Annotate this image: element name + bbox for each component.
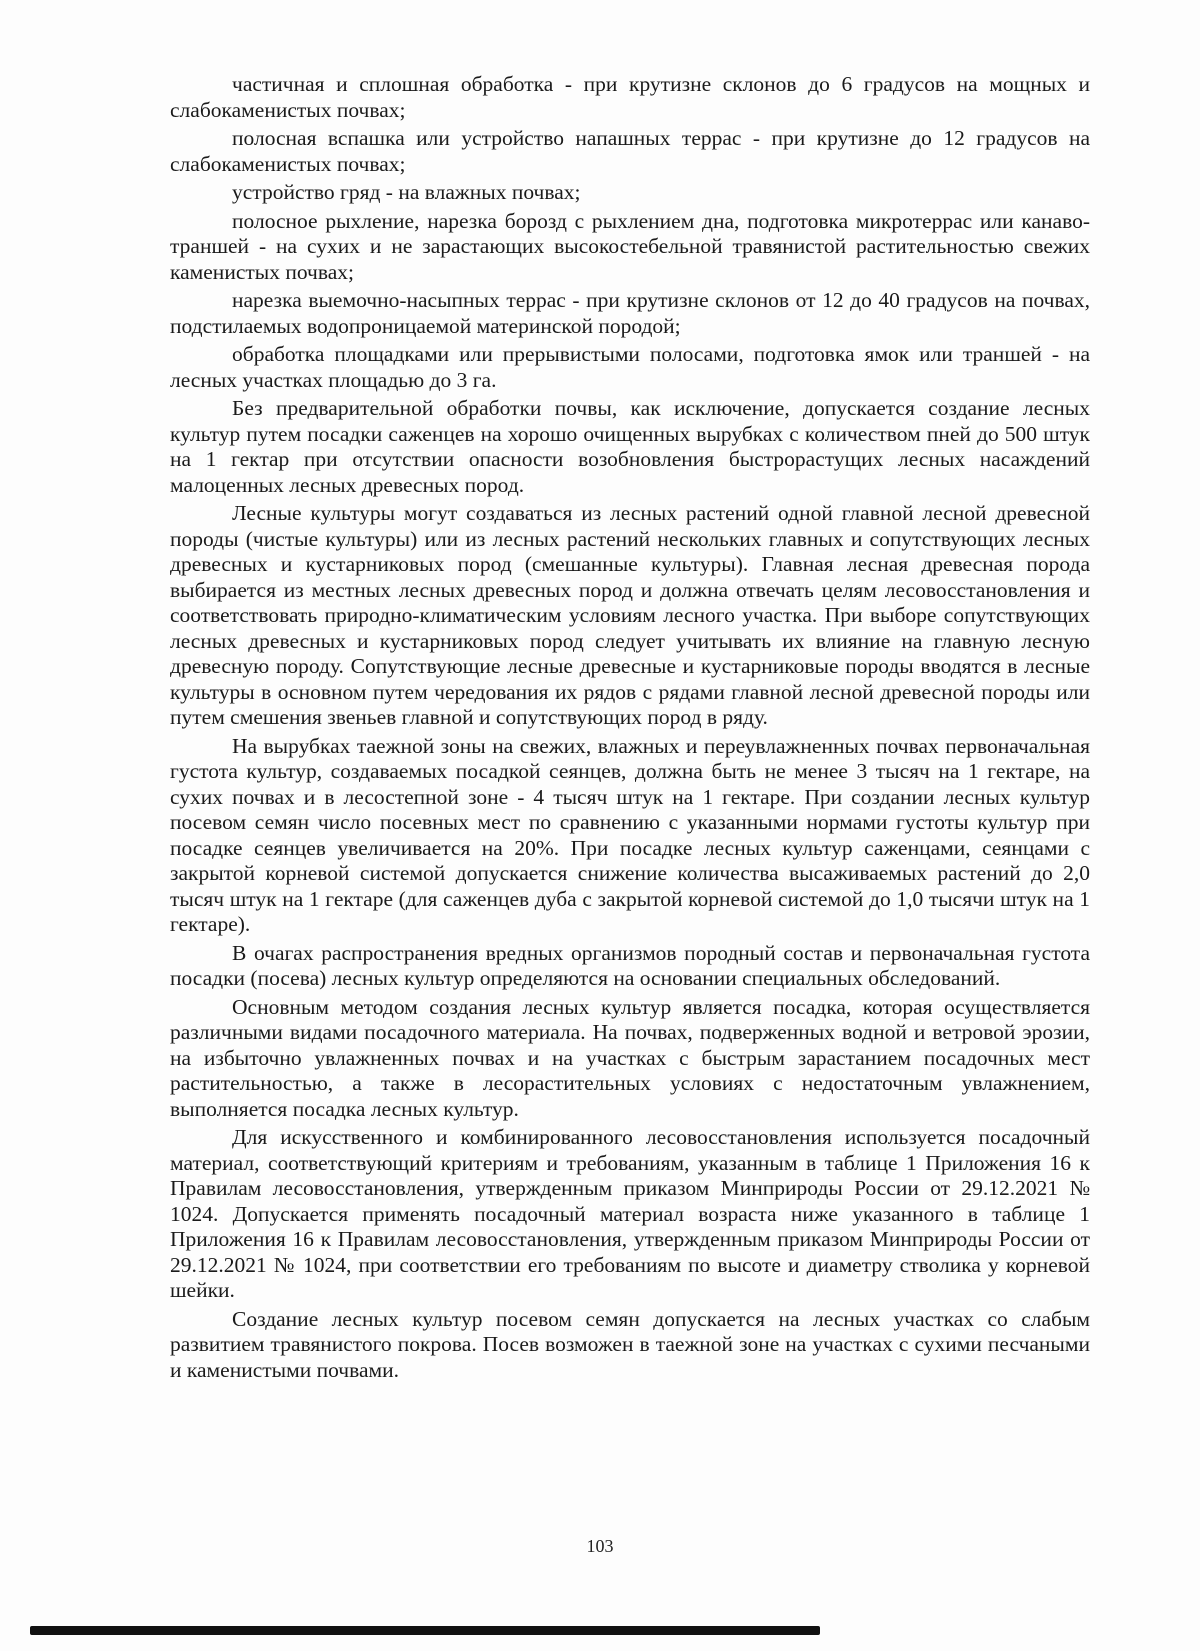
paragraph-2: полосная вспашка или устройство напашных террас - при крутизне до 12 градусов на слабокаменистых почвах; bbox=[170, 126, 1090, 176]
paragraph-11: Основным методом создания лесных культур является посадка, которая осуществляется различными видами посадочного материала. На почвах, подверженных водной и ветровой эрозии, на избыточно увлажненных почвах и на участках с быстрым зарастанием посадочных мест растительностью, а также в лесорастительных условиях с недостаточным увлажнением, выполняется посадка лесных культур. bbox=[170, 994, 1090, 1121]
scan-edge-bar bbox=[30, 1626, 820, 1635]
page-number: 103 bbox=[586, 1536, 614, 1556]
paragraph-3: устройство гряд - на влажных почвах; bbox=[232, 180, 581, 204]
paragraph-9: На вырубках таежной зоны на свежих, влажных и переувлажненных почвах первоначальная густота культур, создаваемых посадкой сеянцев, должна быть не менее 3 тысяч на 1 гектаре, на сухих почвах и в лесостепной зоне - 4 тысяч штук на 1 гектаре. При создании лесных культур посевом семян число посевных мест по сравнению с указанными нормами густоты культур при посадке сеянцев увеличивается на 20%. При посадке лесных культур саженцами, сеянцами с закрытой корневой системой допускается снижение количества высаживаемых растений до 2,0 тысяч штук на 1 гектаре (для саженцев дуба с закрытой корневой системой до 1,0 тысячи штук на 1 гектаре). bbox=[170, 733, 1090, 936]
paragraph-6: обработка площадками или прерывистыми полосами, подготовка ямок или траншей - на лесных участках площадью до 3 га. bbox=[170, 342, 1090, 392]
paragraph-7: Без предварительной обработки почвы, как исключение, допускается создание лесных культур путем посадки саженцев на хорошо очищенных вырубках с количеством пней до 500 штук на 1 гектар при отсутствии опасности возобновления быстрорастущих лесных насаждений малоценных лесных древесных пород. bbox=[170, 396, 1090, 497]
paragraph-13: Создание лесных культур посевом семян допускается на лесных участках со слабым развитием травянистого покрова. Посев возможен в таежной зоне на участках с сухими песчаными и каменистыми почвами. bbox=[170, 1306, 1090, 1382]
paragraph-5: нарезка выемочно-насыпных террас - при крутизне склонов от 12 до 40 градусов на почвах, подстилаемых водопроницаемой материнской породой; bbox=[170, 288, 1090, 338]
paragraph-10: В очагах распространения вредных организмов породный состав и первоначальная густота посадки (посева) лесных культур определяются на основании специальных обследований. bbox=[170, 940, 1090, 990]
paragraph-1: частичная и сплошная обработка - при крутизне склонов до 6 градусов на мощных и слабокаменистых почвах; bbox=[170, 72, 1090, 122]
document-body bbox=[170, 72, 1090, 1386]
paragraph-8: Лесные культуры могут создаваться из лесных растений одной главной лесной древесной породы (чистые культуры) или из лесных растений нескольких главных и сопутствующих лесных древесных и кустарниковых пород (смешанные культуры). Главная лесная древесная порода выбирается из местных лесных древесных пород и должна отвечать целям лесовосстановления и соответствовать природно-климатическим условиям лесного участка. При выборе сопутствующих лесных древесных и кустарниковых пород следует учитывать их влияние на главную лесную древесную породу. Сопутствующие лесные древесные и кустарниковые породы вводятся в лесные культуры в основном путем чередования их рядов с рядами главной лесной древесной породы или путем смешения звеньев главной и сопутствующих пород в ряду. bbox=[170, 501, 1090, 729]
paragraph-12: Для искусственного и комбинированного лесовосстановления используется посадочный материал, соответствующий критериям и требованиям, указанным в таблице 1 Приложения 16 к Правилам лесовосстановления, утвержденным приказом Минприроды России от 29.12.2021 № 1024. Допускается применять посадочный материал возраста ниже указанного в таблице 1 Приложения 16 к Правилам лесовосстановления, утвержденным приказом Минприроды России от 29.12.2021 № 1024, при соответствии его требованиям по высоте и диаметру стволика у корневой шейки. bbox=[170, 1125, 1090, 1302]
paragraph-4: полосное рыхление, нарезка борозд с рыхлением дна, подготовка микротеррас или канаво-траншей - на сухих и не зарастающих высокостебельной травянистой растительностью свежих каменистых почвах; bbox=[170, 208, 1090, 284]
